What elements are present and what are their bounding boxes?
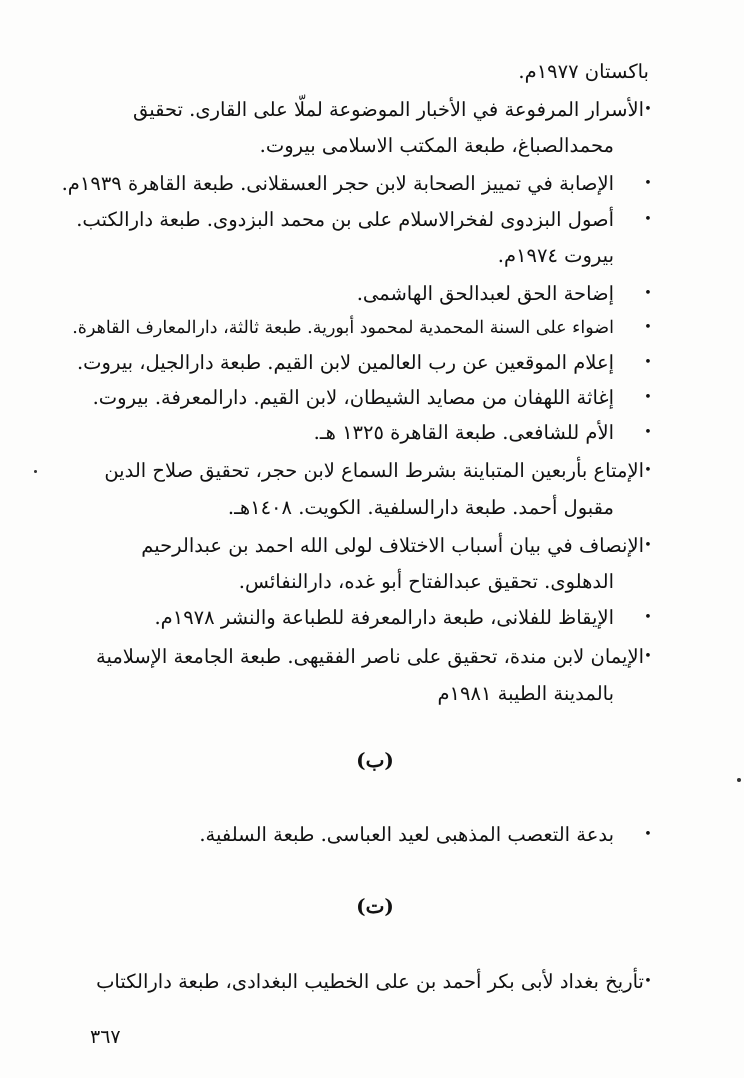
bullet-icon: • bbox=[644, 425, 652, 440]
bullet-icon: • bbox=[644, 286, 652, 301]
text-line: اضواء على السنة المحمدية لمحمود أبورية. طبعة ثالثة، دارالمعارف القاهرة. bbox=[72, 318, 614, 338]
text-line: الأم للشافعى. طبعة القاهرة ١٣٢٥ هـ. bbox=[313, 421, 614, 444]
bullet-icon: • bbox=[644, 827, 652, 842]
bullet-icon: • bbox=[644, 176, 652, 191]
section-heading: (ب) bbox=[356, 748, 394, 772]
page-number: ٣٦٧ bbox=[90, 1026, 121, 1048]
text-line: إضاحة الحق لعبدالحق الهاشمى. bbox=[356, 282, 614, 305]
section-heading: (ت) bbox=[356, 894, 394, 918]
bullet-icon: • bbox=[644, 102, 652, 117]
text-line: بدعة التعصب المذهبى لعيد العباسى. طبعة السلفية. bbox=[199, 823, 614, 846]
text-line: إعلام الموقعين عن رب العالمين لابن القيم. طبعة دارالجيل، بيروت. bbox=[76, 351, 614, 374]
bullet-icon: • bbox=[644, 463, 652, 478]
bullet-icon: • bbox=[644, 974, 652, 989]
text-line: الإمتاع بأربعين المتباينة بشرط السماع لابن حجر، تحقيق صلاح الدين bbox=[104, 459, 644, 482]
bullet-icon: • bbox=[644, 355, 652, 370]
text-line: الأسرار المرفوعة في الأخبار الموضوعة لملّا على القارى. تحقيق bbox=[132, 98, 644, 121]
text-line: الإيقاظ للفلانى، طبعة دارالمعرفة للطباعة والنشر ١٩٧٨م. bbox=[154, 606, 614, 629]
text-line: بالمدينة الطيبة ١٩٨١م bbox=[437, 682, 614, 705]
text-line: محمدالصباغ، طبعة المكتب الاسلامى بيروت. bbox=[259, 134, 614, 157]
bullet-icon: • bbox=[644, 610, 652, 625]
text-line: مقبول أحمد. طبعة دارالسلفية. الكويت. ١٤٠٨هـ. bbox=[227, 496, 614, 519]
text-line: الإصابة في تمييز الصحابة لابن حجر العسقلانى. طبعة القاهرة ١٩٣٩م. bbox=[61, 172, 614, 195]
text-line: الإنصاف في بيان أسباب الاختلاف لولى الله احمد بن عبدالرحيم bbox=[141, 534, 644, 557]
text-line: الدهلوى. تحقيق عبدالفتاح أبو غده، دارالنفائس. bbox=[238, 570, 614, 593]
bullet-icon: • bbox=[644, 390, 652, 405]
text-line: إغاثة اللهفان من مصايد الشيطان، لابن القيم. دارالمعرفة. بيروت. bbox=[92, 386, 614, 409]
bullet-icon: • bbox=[644, 538, 652, 553]
text-line: أصول البزدوى لفخرالاسلام على بن محمد البزدوى. طبعة دارالكتب. bbox=[76, 208, 614, 231]
text-line: بيروت ١٩٧٤م. bbox=[497, 244, 614, 267]
bullet-icon: • bbox=[644, 649, 652, 664]
text-line: باكستان ١٩٧٧م. bbox=[518, 60, 649, 83]
scan-speck bbox=[34, 470, 37, 473]
bullet-icon: • bbox=[644, 320, 652, 335]
bullet-icon: • bbox=[644, 212, 652, 227]
scan-speck bbox=[737, 778, 741, 782]
text-line: الإيمان لابن مندة، تحقيق على ناصر الفقيهى. طبعة الجامعة الإسلامية bbox=[96, 645, 644, 668]
text-line: تأريخ بغداد لأبى بكر أحمد بن على الخطيب البغدادى، طبعة دارالكتاب bbox=[96, 970, 644, 993]
